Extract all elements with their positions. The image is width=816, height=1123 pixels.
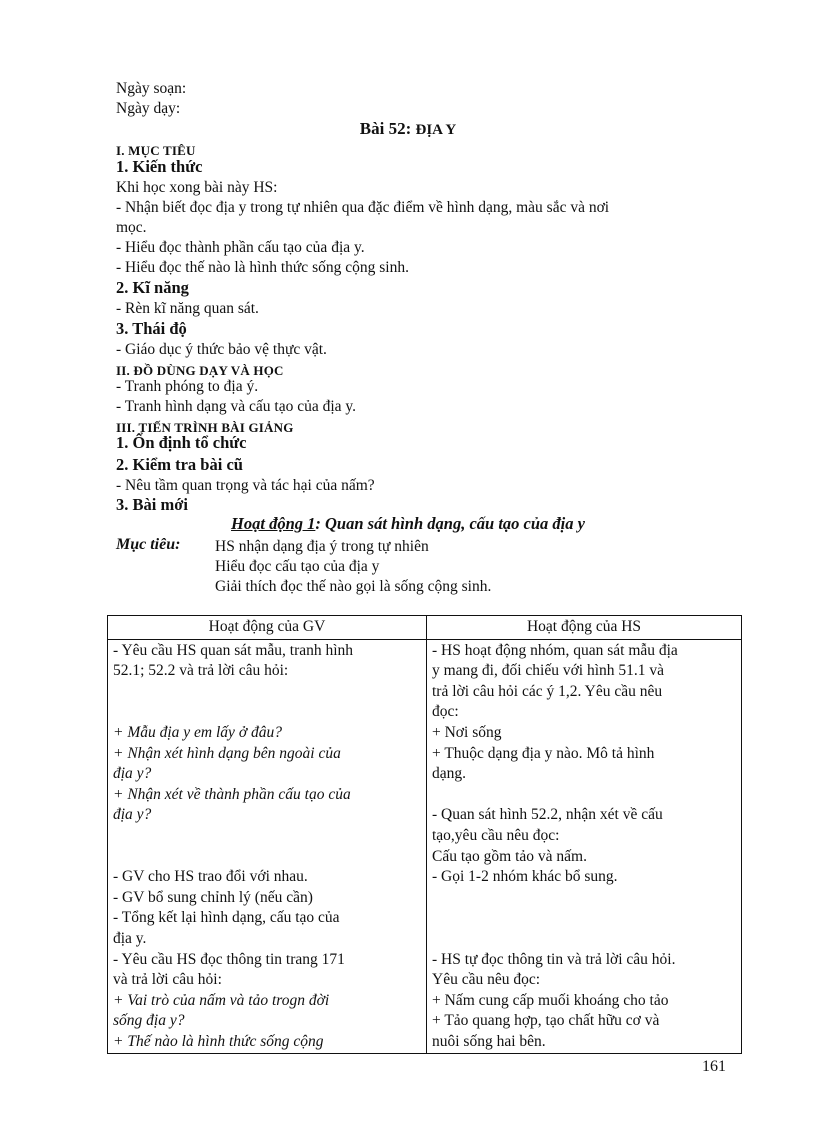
table-cell-line: nuôi sống hai bên. (432, 1032, 546, 1050)
table-cell-line: - Yêu cầu HS quan sát mẫu, tranh hình (113, 641, 354, 659)
activity-title-text: : Quan sát hình dạng, cấu tạo của địa y (315, 514, 585, 533)
table-cell-line: địa y? (113, 765, 152, 783)
table-cell-line: - GV cho HS trao đổi với nhau. (113, 868, 308, 886)
table-cell-line: - HS hoạt động nhóm, quan sát mẫu địa (432, 641, 678, 659)
ki-nang-line: - Rèn kĩ năng quan sát. (116, 300, 259, 317)
goal-label: Mục tiêu: (116, 536, 181, 553)
table-cell-line (432, 908, 737, 929)
section-2-line: - Tranh hình dạng và cấu tạo của địa y. (116, 398, 357, 415)
table-cell-line: 52.1; 52.2 và trả lời câu hỏi: (113, 662, 289, 680)
section-2-line: - Tranh phóng to địa ý. (116, 378, 259, 395)
page-number: 161 (702, 1058, 726, 1075)
table-cell-line: + Vai trò của nấm và tảo trogn đời (113, 991, 330, 1009)
table-cell-line: + Nấm cung cấp muối khoáng cho tảo (432, 991, 669, 1009)
table-cell-line: địa y? (113, 806, 152, 824)
table-cell-line: Yêu cầu nêu đọc: (432, 971, 541, 989)
table-cell-line (113, 682, 422, 703)
table-cell-line: và trả lời câu hỏi: (113, 971, 222, 989)
table-cell-line: sống địa y? (113, 1012, 185, 1030)
hs-activity-cell (427, 639, 742, 1054)
kiem-tra-heading: 2. Kiểm tra bài cũ (116, 455, 243, 474)
gv-activity-cell (108, 639, 427, 1054)
kien-thuc-line: - Nhận biết đọc địa y trong tự nhiên qua đặc điểm về hình dạng, màu sắc và nơi (116, 199, 610, 216)
table-cell-line: y mang đi, đối chiếu với hình 51.1 và (432, 662, 665, 680)
table-cell-line: trả lời câu hỏi các ý 1,2. Yêu cầu nêu (432, 682, 663, 700)
table-cell-line: - Tổng kết lại hình dạng, cấu tạo của (113, 909, 340, 927)
table-cell-line: + Nơi sống (432, 723, 502, 741)
table-cell-line: - GV bổ sung chỉnh lý (nếu cần) (113, 888, 313, 906)
table-cell-line (113, 826, 422, 847)
kien-thuc-line: - Hiểu đọc thành phần cấu tạo của địa y. (116, 239, 365, 256)
table-cell-line: + Thuộc dạng địa y nào. Mô tả hình (432, 744, 655, 762)
lesson-title-prefix: Bài 52: (359, 119, 412, 138)
kiem-tra-line: - Nêu tầm quan trọng và tác hại của nấm? (116, 477, 375, 494)
table-cell-line: Cấu tạo gồm tảo và nấm. (432, 847, 587, 865)
goal-line: Giải thích đọc thế nào gọi là sống cộng sinh. (215, 578, 492, 595)
table-cell-line: dạng. (432, 765, 467, 783)
table-cell-line (432, 888, 737, 909)
on-dinh-heading: 1. Ổn định tổ chức (116, 433, 247, 452)
kien-thuc-line: mọc. (116, 219, 147, 236)
ngay-day: Ngày dạy: (116, 100, 181, 117)
activity-label: Hoạt động 1 (231, 514, 316, 533)
table-cell-line: + Nhận xét hình dạng bên ngoài của (113, 744, 341, 762)
goal-line: HS nhận dạng địa ý trong tự nhiên (215, 538, 429, 555)
table-cell-line: + Tảo quang hợp, tạo chất hữu cơ và (432, 1012, 660, 1030)
table-cell-line: - HS tự đọc thông tin và trả lời câu hỏi. (432, 950, 676, 968)
lesson-title-name: ĐỊA Y (415, 122, 457, 138)
table-cell-line (113, 847, 422, 868)
kien-thuc-line: - Hiểu đọc thế nào là hình thức sống cộng sinh. (116, 259, 409, 276)
table-cell-line: - Quan sát hình 52.2, nhận xét về cấu (432, 806, 663, 824)
thai-do-heading: 3. Thái độ (116, 319, 187, 338)
kien-thuc-line: Khi học xong bài này HS: (116, 179, 278, 196)
thai-do-line: - Giáo dục ý thức bảo vệ thực vật. (116, 341, 327, 358)
table-cell-line (113, 702, 422, 723)
table-header-gv: Hoạt động của GV (108, 616, 427, 640)
kien-thuc-heading: 1. Kiến thức (116, 157, 203, 176)
table-header-hs: Hoạt động của HS (427, 616, 742, 640)
lesson-title (0, 119, 816, 139)
table-cell-line: + Nhận xét về thành phần cấu tạo của (113, 785, 351, 803)
table-cell-line: đọc: (432, 703, 459, 721)
goal-line: Hiểu đọc cấu tạo của địa y (215, 558, 380, 575)
bai-moi-heading: 3. Bài mới (116, 495, 188, 514)
activity-table (107, 615, 742, 1054)
table-cell-line: tạo,yêu cầu nêu đọc: (432, 826, 560, 844)
table-cell-line: - Yêu cầu HS đọc thông tin trang 171 (113, 950, 345, 968)
ki-nang-heading: 2. Kĩ năng (116, 278, 189, 297)
table-cell-line: + Thế nào là hình thức sống cộng (113, 1032, 324, 1050)
section-1-heading: I. MỤC TIÊU (116, 143, 196, 158)
table-cell-line: địa y. (113, 929, 147, 947)
table-cell-line: - Gọi 1-2 nhóm khác bổ sung. (432, 868, 618, 886)
table-cell-line: + Mẫu địa y em lấy ở đâu? (113, 723, 282, 741)
section-2-heading: II. ĐỒ DÙNG DẠY VÀ HỌC (116, 363, 284, 378)
table-cell-line (432, 929, 737, 950)
activity-title (0, 514, 816, 534)
section-3-heading: III. TIẾN TRÌNH BÀI GIẢNG (116, 420, 294, 435)
table-cell-line (432, 785, 737, 806)
ngay-soan: Ngày soạn: (116, 80, 187, 97)
